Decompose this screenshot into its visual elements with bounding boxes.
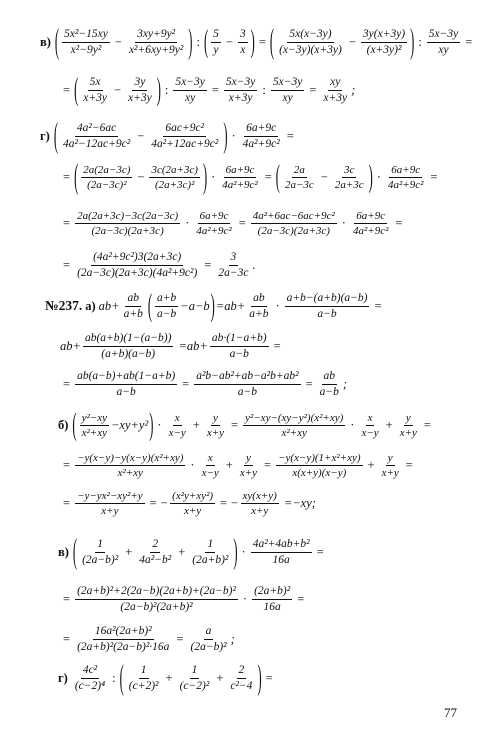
fraction: $\frac{3c}{2a+3c}$: [334, 164, 364, 192]
fraction: $\frac{y}{x+y}$: [206, 412, 225, 440]
fraction: $\frac{6a+9c}{\text{4a²+9c²}}$: [242, 122, 280, 150]
fraction: $\frac{5x}{x+3y}$: [83, 76, 107, 104]
b-label: б): [58, 418, 69, 433]
fraction: $\frac{ab(a-b)+ab(1-a+b)}{a-b}$: [77, 370, 176, 398]
p237-a-line-2: ab+ $\frac{ab(a+b)(1-(a-b))}{(a+b)(a-b)}$ =ab+ $\frac{ab\cdot(1-a+b)}{a-b}$ =: [60, 332, 281, 360]
fraction: $\frac{6a+9c}{\text{4a²+9c²}}$: [352, 210, 389, 238]
fraction: $\frac{ab\cdot(1-a+b)}{a-b}$: [211, 332, 267, 360]
p237-b-line-2: = $\frac{\text{−y(x−y)−y(x−y)(x²+xy)}}{\text{x²+xy}}$ · $\frac{x}{x-y}$ + $\frac{y}{x+y}$ = $\frac{\text{−y(x−y)(1+x²+xy)}}{x(x+y)(x-y)}$ + $\frac{y}{x+y}$ =: [63, 452, 413, 480]
g-line-4: = $\frac{\text{(4a²+9c²)3(2a+3c)}}{\text{(2a−3c)(2a+3c)(4a²+9c²)}}$ = $\frac{3}{2a-3c}$ .: [63, 251, 256, 279]
fraction: $\frac{5x-3y}{xy}$: [272, 76, 303, 104]
fraction: $\frac{3c(2a+3c)}{\text{(2a+3c)²}}$: [151, 164, 198, 192]
fraction: $\frac{2a(2a+3c)-3c(2a-3c)}{(2a-3c)(2a+3c)}$: [77, 210, 179, 238]
p237-g-line-1: г) $\frac{\text{4c²}}{\text{(c−2)⁴}}$ : ( $\frac{1}{\text{(c+2)²}}$ + $\frac{1}{\text{(c−2)²}}$ + $\frac{2}{\text{c²−4}}$ ) =: [58, 657, 273, 697]
page-number: 77: [444, 705, 457, 720]
fraction: $\frac{ab}{a-b}$: [319, 370, 339, 398]
g-line-3: = $\frac{2a(2a+3c)-3c(2a-3c)}{(2a-3c)(2a+3c)}$ · $\frac{6a+9c}{\text{4a²+9c²}}$ = $\frac{\text{4a²+6ac−6ac+9c²}}{(2a-3c)(2a+3c)}$ · $\frac{6a+9c}{\text{4a²+9c²}}$ =: [63, 210, 403, 238]
fraction: $\frac{a+b}{a-b}$: [157, 292, 177, 320]
fraction: $\frac{1}{\text{(2a+b)²}}$: [192, 538, 229, 566]
p237-v-line-2: = $\frac{\text{(2a+b)²+2(2a−b)(2a+b)+(2a−b)²}}{\text{(2a−b)²(2a+b)²}}$ · $\frac{\text{(2a+b)²}}{16a}$ =: [63, 585, 305, 613]
fraction: $\frac{a+b-(a+b)(a-b)}{a-b}$: [286, 292, 368, 320]
fraction: $\frac{\text{4a²+6ac−6ac+9c²}}{(2a-3c)(2a+3c)}$: [252, 210, 335, 238]
fraction: $\frac{2}{\text{c²−4}}$: [230, 664, 253, 692]
p237-b-line-3: = $\frac{\text{−y−yx²−xy²+y}}{x+y}$ = − $\frac{\text{(x²y+xy²)}}{x+y}$ = − $\frac{xy(x+y)}{x+y}$ =−xy;: [63, 490, 316, 518]
fraction: $\frac{1}{\text{(2a−b)²}}$: [82, 538, 119, 566]
fraction: $\frac{\text{4a²−6ac}}{\text{4a²−12ac+9c²}}$: [63, 122, 131, 150]
fraction: $\frac{ab}{a+b}$: [249, 292, 269, 320]
g2-label: г): [58, 670, 68, 685]
fraction: $\frac{\text{4c²}}{\text{(c−2)⁴}}$: [74, 664, 106, 692]
p237-v-line-1: в) ( $\frac{1}{\text{(2a−b)²}}$ + $\frac{2}{\text{4a²−b²}}$ + $\frac{1}{\text{(2a+b)²}}$ ) · $\frac{\text{4a²+4ab+b²}}{16a}$ =: [58, 531, 324, 571]
g-label: г): [40, 128, 50, 143]
fraction: $\frac{\text{(x²y+xy²)}}{x+y}$: [172, 490, 214, 518]
fraction: $\frac{\text{−y−yx²−xy²+y}}{x+y}$: [77, 490, 143, 518]
p237-a-line-3: = $\frac{ab(a-b)+ab(1-a+b)}{a-b}$ = $\frac{\text{a²b−ab²+ab−a²b+ab²}}{a-b}$ = $\frac{ab}{a-b}$ ;: [63, 370, 348, 398]
fraction: $\frac{\text{(2a+b)²}}{16a}$: [254, 585, 291, 613]
a-label: а): [85, 298, 96, 313]
fraction: $\frac{a}{\text{(2a−b)²}}$: [190, 625, 227, 653]
fraction: $\frac{y}{x+y}$: [381, 452, 399, 480]
fraction: $\frac{x}{x-y}$: [361, 412, 379, 440]
fraction: $\frac{6a+9c}{\text{4a²+9c²}}$: [222, 164, 258, 192]
fraction: $\frac{ab}{a+b}$: [123, 292, 143, 320]
fraction: $\frac{3y(x+3y)}{\text{(x+3y)²}}$: [362, 28, 406, 56]
p237-v-line-3: = $\frac{\text{16a²(2a+b)²}}{\text{(2a+b)²(2a−b)²·16a}}$ = $\frac{a}{\text{(2a−b)²}}$ ;: [63, 625, 235, 653]
fraction: $\frac{5x(x-3y)}{(x-3y)(x+3y)}$: [279, 28, 342, 56]
fraction: $\frac{\text{−y(x−y)−y(x−y)(x²+xy)}}{\text{x²+xy}}$: [77, 452, 184, 480]
fraction: $\frac{5x-3y}{xy}$: [428, 28, 459, 56]
fraction: $\frac{3}{2a-3c}$: [218, 251, 249, 279]
v-line-1: в) ( $\frac{\text{5x²−15xy}}{\text{x²−9y²}}$ − $\frac{\text{3xy+9y²}}{\text{x²+6xy+9y²}}$ ) : ( $\frac{5}{y}$ − $\frac{3}{x}$ ) = ( $\frac{5x(x-3y)}{(x-3y)(x+3y)}$ − $\frac{3y(x+3y)}{\text{(x+3y)²}}$ ) : $\frac{5x-3y}{xy}$ =: [40, 21, 473, 61]
fraction: $\frac{2}{\text{4a²−b²}}$: [139, 538, 172, 566]
p237-a-line-1: №237. а) ab+ $\frac{ab}{a+b}$ ( $\frac{a+b}{a-b}$ −a−b ) =ab+ $\frac{ab}{a+b}$ · $\frac{a+b-(a+b)(a-b)}{a-b}$ =: [45, 287, 382, 323]
fraction: $\frac{\text{4a²+4ab+b²}}{16a}$: [252, 538, 310, 566]
fraction: $\frac{1}{\text{(c−2)²}}$: [179, 664, 210, 692]
g-line-2: = ( $\frac{2a(2a-3c)}{\text{(2a−3c)²}}$ − $\frac{3c(2a+3c)}{\text{(2a+3c)²}}$ ) · $\frac{6a+9c}{\text{4a²+9c²}}$ = ( $\frac{2a}{2a-3c}$ − $\frac{3c}{2a+3c}$ ) · $\frac{6a+9c}{\text{4a²+9c²}}$ =: [63, 156, 438, 197]
fraction: $\frac{\text{a²b−ab²+ab−a²b+ab²}}{a-b}$: [196, 370, 299, 398]
fraction: $\frac{3}{x}$: [239, 28, 246, 56]
problem-number: №237.: [45, 298, 83, 314]
fraction: $\frac{xy}{x+3y}$: [323, 76, 348, 104]
fraction: $\frac{\text{6ac+9c²}}{\text{4a²+12ac+9c²}}$: [151, 122, 219, 150]
fraction: $\frac{y}{x+y}$: [239, 452, 258, 480]
fraction: $\frac{\text{5x²−15xy}}{\text{x²−9y²}}$: [64, 28, 108, 56]
fraction: $\frac{\text{(4a²+9c²)3(2a+3c)}}{\text{(2a−3c)(2a+3c)(4a²+9c²)}}$: [77, 251, 198, 279]
fraction: $\frac{y}{x+y}$: [399, 412, 417, 440]
v-label: в): [40, 34, 51, 49]
v-line-2: = ( $\frac{5x}{x+3y}$ − $\frac{3y}{x+3y}$ ) : $\frac{5x-3y}{xy}$ = $\frac{5x-3y}{x+3y}$ : $\frac{5x-3y}{xy}$ = $\frac{xy}{x+3y}$ ;: [63, 71, 356, 107]
fraction: $\frac{5x-3y}{xy}$: [175, 76, 205, 104]
fraction: $\frac{3y}{x+3y}$: [128, 76, 152, 104]
fraction: $\frac{6a+9c}{\text{4a²+9c²}}$: [196, 210, 232, 238]
fraction: $\frac{\text{y²−xy}}{\text{x²+xy}}$: [81, 412, 107, 440]
fraction: $\frac{x}{x-y}$: [201, 452, 219, 480]
fraction: $\frac{2a}{2a-3c}$: [284, 164, 314, 192]
fraction: $\frac{\text{3xy+9y²}}{\text{x²+6xy+9y²}}$: [128, 28, 184, 56]
g-line-1: г) ( $\frac{\text{4a²−6ac}}{\text{4a²−12ac+9c²}}$ − $\frac{\text{6ac+9c²}}{\text{4a²+12ac+9c²}}$ ) · $\frac{6a+9c}{\text{4a²+9c²}}$ =: [40, 115, 294, 155]
fraction: $\frac{ab(a+b)(1-(a-b))}{(a+b)(a-b)}$: [84, 332, 172, 360]
fraction: $\frac{x}{x-y}$: [168, 412, 186, 440]
fraction: $\frac{\text{−y(x−y)(1+x²+xy)}}{x(x+y)(x-y)}$: [278, 452, 361, 480]
fraction: $\frac{\text{(2a+b)²+2(2a−b)(2a+b)+(2a−b)²}}{\text{(2a−b)²(2a+b)²}}$: [77, 585, 236, 613]
fraction: $\frac{\text{16a²(2a+b)²}}{\text{(2a+b)²(2a−b)²·16a}}$: [77, 625, 170, 653]
fraction: $\frac{6a+9c}{\text{4a²+9c²}}$: [387, 164, 424, 192]
fraction: $\frac{xy(x+y)}{x+y}$: [242, 490, 277, 518]
fraction: $\frac{5x-3y}{x+3y}$: [225, 76, 256, 104]
fraction: $\frac{5}{y}$: [213, 28, 219, 56]
fraction: $\frac{\text{y²−xy−(xy−y²)(x²+xy)}}{\text{x²+xy}}$: [245, 412, 344, 440]
v2-label: в): [58, 544, 69, 559]
p237-b-line-1: б) ( $\frac{\text{y²−xy}}{\text{x²+xy}}$ −xy+y² ) · $\frac{x}{x-y}$ + $\frac{y}{x+y}$ = $\frac{\text{y²−xy−(xy−y²)(x²+xy)}}{\text{x²+xy}}$ · $\frac{x}{x-y}$ + $\frac{y}{x+y}$ =: [58, 407, 431, 443]
fraction: $\frac{2a(2a-3c)}{\text{(2a−3c)²}}$: [83, 164, 131, 192]
fraction: $\frac{1}{\text{(c+2)²}}$: [128, 664, 159, 692]
